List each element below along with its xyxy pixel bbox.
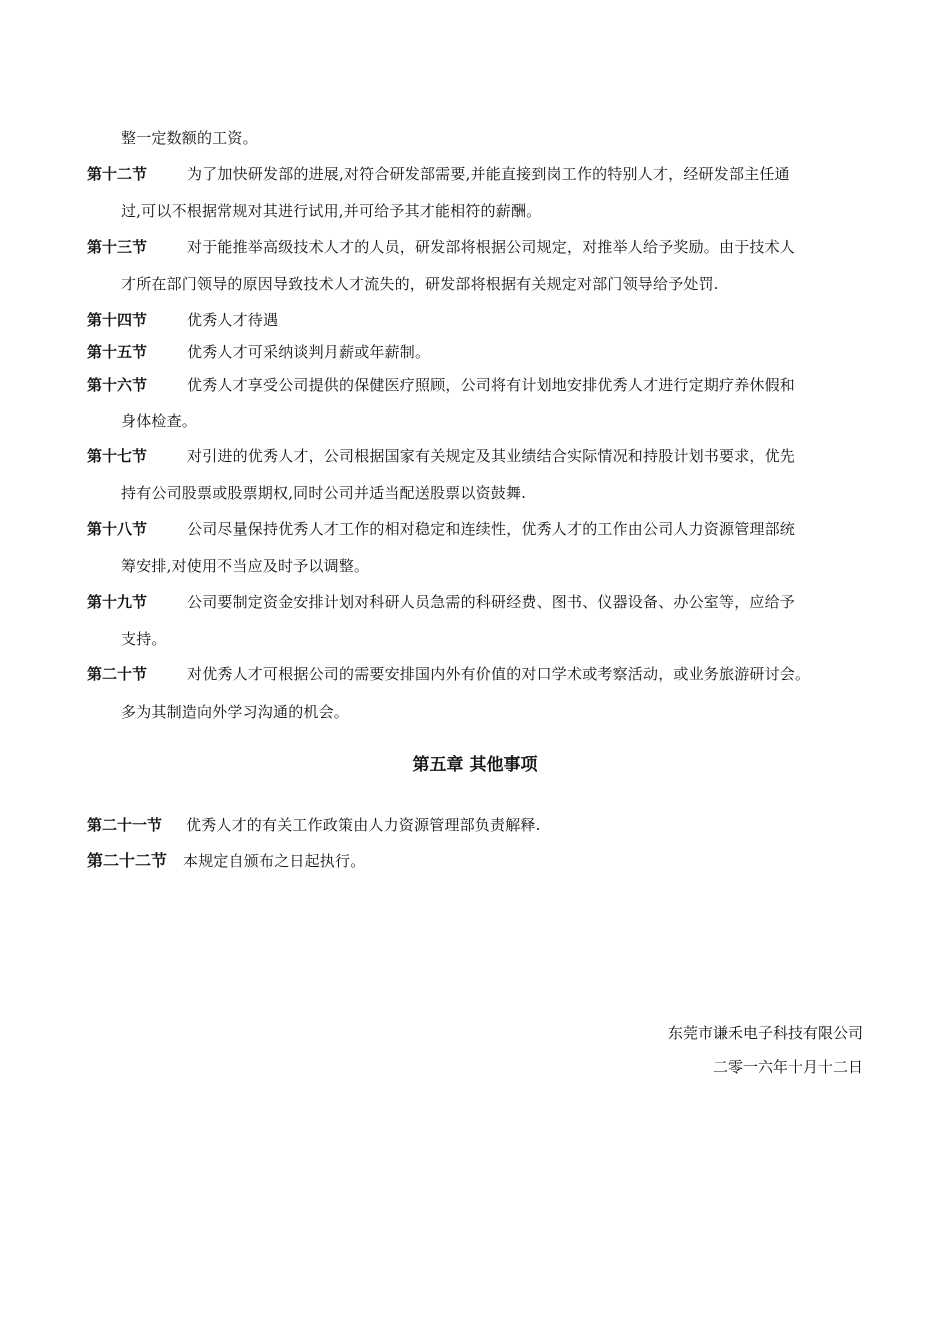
article-20-text-line1: 对优秀人才可根据公司的需要安排国内外有价值的对口学术或考察活动，或业务旅游研讨会。: [187, 665, 811, 683]
article-17-label: 第十七节: [87, 447, 148, 465]
article-17-text-line2: 持有公司股票或股票期权,同时公司并适当配送股票以资鼓舞.: [121, 484, 527, 502]
article-22-label: 第二十二节: [87, 851, 168, 870]
article-19-text-line1: 公司要制定资金安排计划对科研人员急需的科研经费、图书、仪器设备、办公室等，应给予: [187, 593, 796, 611]
article-13-label: 第十三节: [87, 238, 148, 256]
signature-company: 东莞市谦禾电子科技有限公司: [667, 1024, 863, 1042]
article-22-text-line1: 本规定自颁布之日起执行。: [183, 852, 366, 870]
article-13-text-line2: 才所在部门领导的原因导致技术人才流失的，研发部将根据有关规定对部门领导给予处罚.: [121, 275, 719, 293]
article-20-text-line2: 多为其制造向外学习沟通的机会。: [121, 703, 350, 721]
article-12-text-line2: 过,可以不根据常规对其进行试用,并可给予其才能相符的薪酬。: [121, 202, 542, 220]
article-16-text-line1: 优秀人才享受公司提供的保健医疗照顾，公司将有计划地安排优秀人才进行定期疗养休假和: [187, 376, 796, 394]
article-17-text-line1: 对引进的优秀人才，公司根据国家有关规定及其业绩结合实际情况和持股计划书要求，优先: [187, 447, 796, 465]
article-20-label: 第二十节: [87, 665, 148, 683]
article-18-text-line2: 筹安排,对使用不当应及时予以调整。: [121, 557, 370, 575]
article-15-label: 第十五节: [87, 343, 148, 361]
lead-continuation: 整一定数额的工资。: [121, 129, 258, 147]
article-21-label: 第二十一节: [87, 816, 163, 834]
article-16-text-line2: 身体检查。: [121, 412, 198, 430]
article-12-text-line1: 为了加快研发部的进展,对符合研发部需要,并能直接到岗工作的特别人才，经研发部主任通: [187, 165, 790, 183]
article-13-text-line1: 对于能推举高级技术人才的人员，研发部将根据公司规定，对推举人给予奖励。由于技术人: [187, 238, 796, 256]
article-14-text-line1: 优秀人才待遇: [187, 311, 279, 329]
article-19-label: 第十九节: [87, 593, 148, 611]
article-19-text-line2: 支持。: [121, 630, 167, 648]
article-21-text-line1: 优秀人才的有关工作政策由人力资源管理部负责解释.: [186, 816, 541, 834]
article-18-label: 第十八节: [87, 520, 148, 538]
signature-date: 二零一六年十月十二日: [712, 1058, 863, 1076]
article-12-label: 第十二节: [87, 165, 148, 183]
article-16-label: 第十六节: [87, 376, 148, 394]
article-18-text-line1: 公司尽量保持优秀人才工作的相对稳定和连续性，优秀人才的工作由公司人力资源管理部统: [187, 520, 796, 538]
article-14-label: 第十四节: [87, 311, 148, 329]
article-15-text-line1: 优秀人才可采纳谈判月薪或年薪制。: [187, 343, 431, 361]
chapter-title: 第五章 其他事项: [412, 755, 538, 775]
